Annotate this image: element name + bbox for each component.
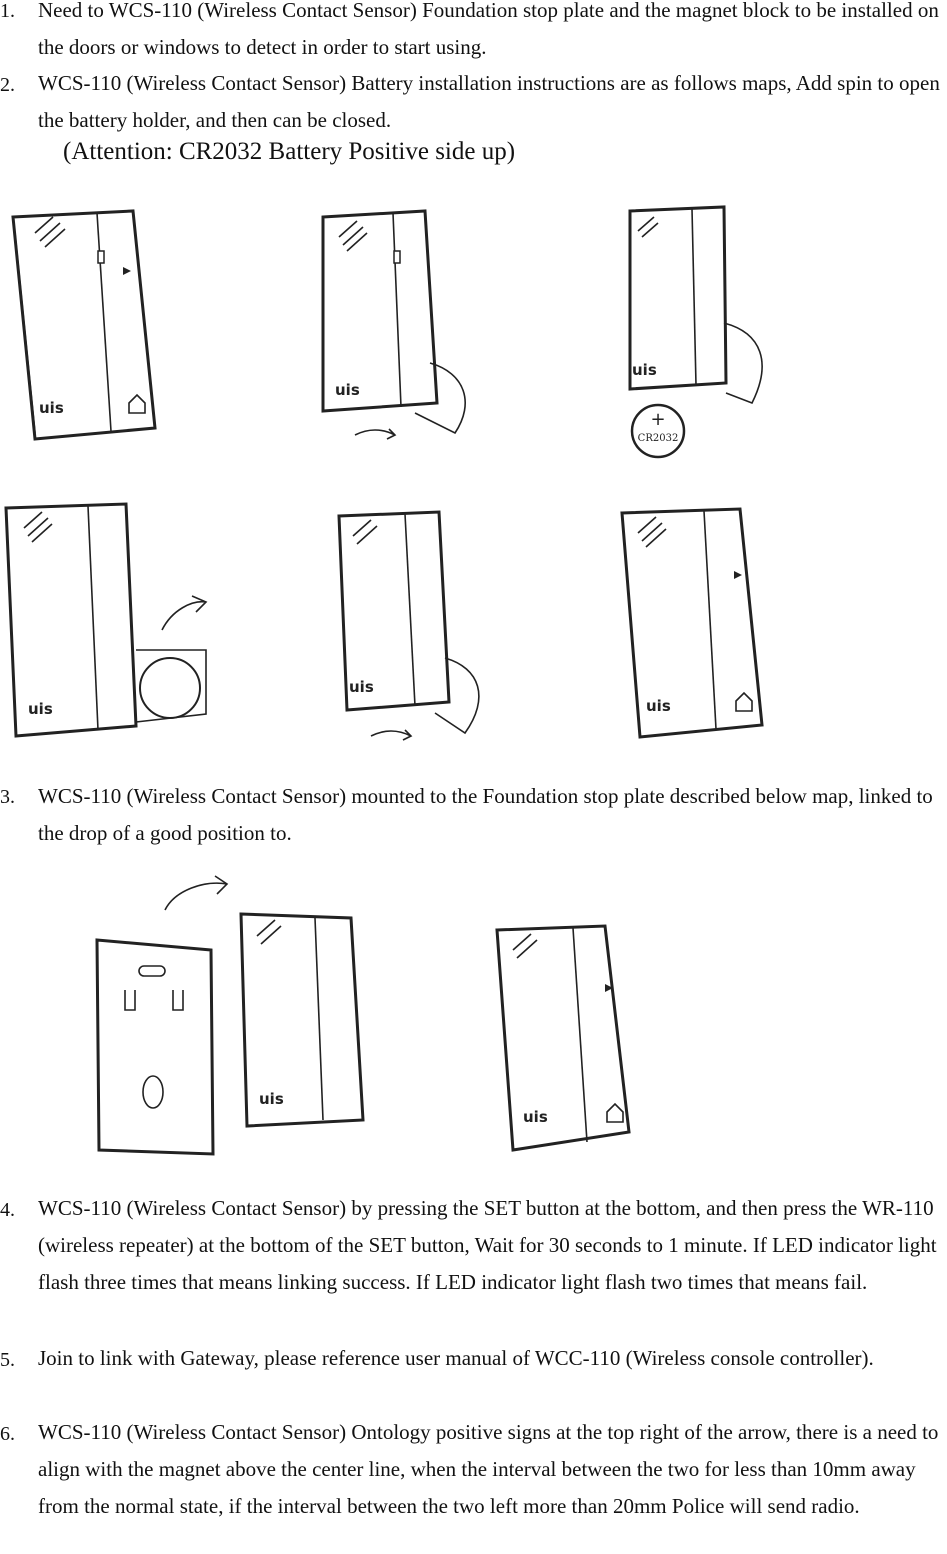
- step-6-text: WCS-110 (Wireless Contact Sensor) Ontology positive signs at the top right of the arrow, there is a need to align with the magnet above the center line, when the interval between the two for less than 10mm away from the normal state, if the interval between the two left more than 20mm Police will send radio.: [38, 1420, 939, 1518]
- figure-battery-holder-close: [335, 508, 495, 756]
- svg-text:uis: uis: [28, 700, 53, 718]
- svg-text:uis: uis: [646, 697, 671, 715]
- svg-text:uis: uis: [523, 1108, 548, 1126]
- svg-text:uis: uis: [349, 678, 374, 696]
- battery-positive-sign: +: [650, 409, 666, 430]
- step-3-text: WCS-110 (Wireless Contact Sensor) mounted to the Foundation stop plate described below map, linked to the drop of a good position to.: [38, 784, 933, 845]
- battery-attention-note: (Attention: CR2032 Battery Positive side up): [63, 138, 516, 165]
- step-2-text: WCS-110 (Wireless Contact Sensor) Battery installation instructions are as follows maps, Add spin to open the battery holder, and then can be closed.: [38, 71, 940, 132]
- figure-sensor-closed: [5, 203, 165, 448]
- svg-text:uis: uis: [259, 1090, 284, 1108]
- step-1-text: Need to WCS-110 (Wireless Contact Sensor) Foundation stop plate and the magnet block to be installed on the doors or windows to detect in order to start using.: [38, 0, 939, 59]
- brand-logo: uis: [39, 399, 64, 417]
- step-6-number: 6.: [0, 1423, 15, 1445]
- svg-text:uis: uis: [335, 381, 360, 399]
- step-2-number: 2.: [0, 74, 15, 96]
- step-4-number: 4.: [0, 1199, 15, 1221]
- figure-mounted-sensor: [495, 922, 640, 1156]
- battery-label: CR2032: [637, 433, 679, 444]
- step-4-text: WCS-110 (Wireless Contact Sensor) by pressing the SET button at the bottom, and then press the WR-110 (wireless repeater) at the bottom of the SET button, Wait for 30 seconds to 1 minute. If LED indicator light flash three times that means linking success. If LED indicator light flash two times that means fail.: [38, 1196, 937, 1294]
- figure-sensor-closed-2: [618, 505, 770, 745]
- figure-battery-holder-open: [315, 203, 485, 463]
- step-1-number: 1.: [0, 0, 15, 22]
- svg-text:uis: uis: [632, 361, 657, 379]
- figure-mounting-plate: [95, 870, 385, 1160]
- figure-battery-seated: [2, 500, 217, 748]
- step-3-number: 3.: [0, 786, 15, 808]
- step-5-number: 5.: [0, 1349, 15, 1371]
- step-5-text: Join to link with Gateway, please reference user manual of WCC-110 (Wireless console controller).: [38, 1346, 874, 1370]
- figure-battery-insert: [622, 203, 782, 471]
